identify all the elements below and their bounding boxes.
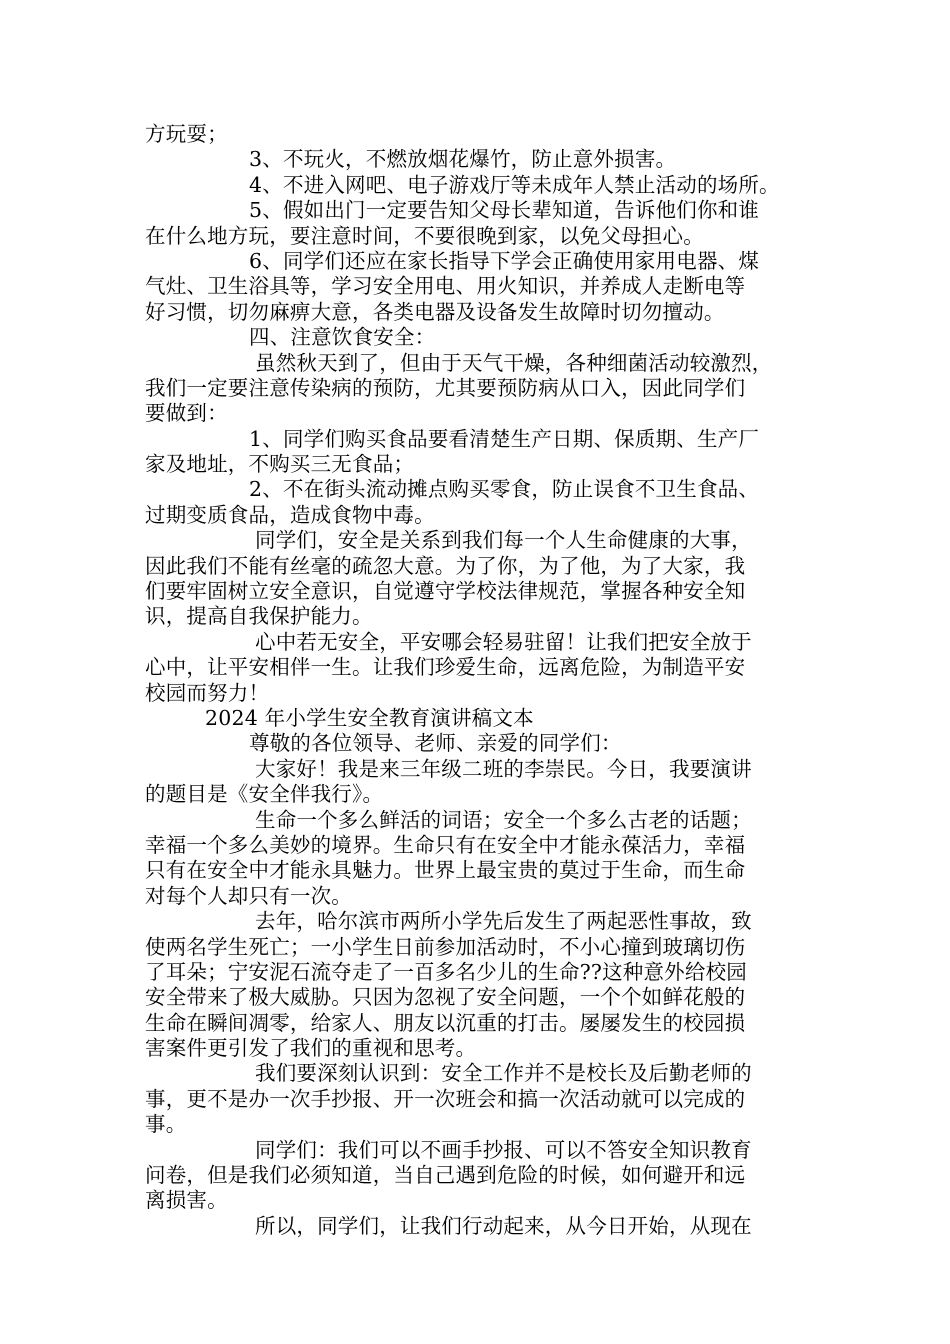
text-line: 5、假如出门一定要告知父母长辈知道，告诉他们你和谁 [249, 198, 760, 223]
text-line: 幸福一个多么美妙的境界。生命只有在安全中才能永葆活力，幸福 [145, 832, 746, 857]
text-line: 4、不进入网吧、电子游戏厅等未成年人禁止活动的场所。 [249, 172, 780, 197]
text-line: 同学们，安全是关系到我们每一个人生命健康的大事， [255, 528, 752, 553]
text-line: 安全带来了极大威胁。只因为忽视了安全问题，一个个如鲜花般的 [145, 985, 746, 1010]
text-line: 对每个人却只有一次。 [145, 883, 352, 908]
text-line: 因此我们不能有丝毫的疏忽大意。为了你，为了他，为了大家，我 [145, 553, 746, 578]
text-line: 气灶、卫生浴具等，学习安全用电、用火知识，并养成人走断电等 [145, 274, 746, 299]
text-line: 了耳朵；宁安泥石流夺走了一百多名少儿的生命??这种意外给校园 [145, 959, 747, 984]
text-line: 6、同学们还应在家长指导下学会正确使用家用电器、煤 [249, 248, 760, 273]
text-line: 只有在安全中才能永具魅力。世界上最宝贵的莫过于生命，而生命 [145, 858, 746, 883]
text-line: 尊敬的各位领导、老师、亲爱的同学们： [249, 731, 622, 756]
text-line: 使两名学生死亡；一小学生日前参加活动时，不小心撞到玻璃切伤 [145, 934, 746, 959]
text-line: 校园而努力！ [145, 680, 270, 705]
text-line: 家及地址，不购买三无食品； [145, 452, 415, 477]
text-line: 要做到： [145, 401, 228, 426]
text-line: 离损害。 [145, 1188, 228, 1213]
text-line: 3、不玩火，不燃放烟花爆竹，防止意外损害。 [249, 147, 677, 172]
text-line: 2、不在街头流动摊点购买零食，防止误食不卫生食品、 [249, 477, 760, 502]
text-line: 事。 [145, 1112, 187, 1137]
text-line: 事，更不是办一次手抄报、开一次班会和搞一次活动就可以完成的 [145, 1086, 746, 1111]
text-line: 去年，哈尔滨市两所小学先后发生了两起恶性事故，致 [255, 909, 752, 934]
text-line: 所以，同学们，让我们行动起来，从今日开始，从现在 [255, 1213, 752, 1238]
text-line: 的题目是《安全伴我行》。 [145, 782, 384, 807]
text-line: 方玩耍； [145, 122, 228, 146]
text-line: 生命一个多么鲜活的词语；安全一个多么古老的话题； [255, 807, 752, 832]
text-line: 1、同学们购买食品要看清楚生产日期、保质期、生产厂 [249, 426, 760, 451]
document-page [145, 122, 810, 1239]
text-line: 我们要深刻认识到：安全工作并不是校长及后勤老师的 [255, 1061, 752, 1086]
text-line: 同学们：我们可以不画手抄报、可以不答安全知识教育 [255, 1137, 752, 1162]
text-line: 心中若无安全，平安哪会轻易驻留！让我们把安全放于 [255, 629, 752, 654]
text-line: 过期变质食品，造成食物中毒。 [145, 502, 435, 527]
text-line: 大家好！我是来三年级二班的李崇民。今日，我要演讲 [255, 756, 752, 781]
text-line: 我们一定要注意传染病的预防，尤其要预防病从口入，因此同学们 [145, 375, 746, 400]
text-line: 在什么地方玩，要注意时间，不要很晚到家，以免父母担心。 [145, 223, 704, 248]
text-line: 们要牢固树立安全意识，自觉遵守学校法律规范，掌握各种安全知 [145, 579, 746, 604]
section-title: 2024 年小学生安全教育演讲稿文本 [205, 705, 534, 730]
text-line: 好习惯，切勿麻痹大意，各类电器及设备发生故障时切勿擅动。 [145, 299, 725, 324]
text-line: 问卷，但是我们必须知道，当自己遇到危险的时候，如何避开和远 [145, 1163, 746, 1188]
text-line: 四、注意饮食安全： [249, 325, 436, 350]
text-line: 心中，让平安相伴一生。让我们珍爱生命，远离危险，为制造平安 [145, 655, 746, 680]
text-line: 害案件更引发了我们的重视和思考。 [145, 1036, 477, 1061]
text-line: 生命在瞬间凋零，给家人、朋友以沉重的打击。屡屡发生的校园损 [145, 1010, 746, 1035]
text-line: 虽然秋天到了，但由于天气干燥，各种细菌活动较激烈， [255, 350, 773, 375]
text-line: 识，提高自我保护能力。 [145, 604, 373, 629]
